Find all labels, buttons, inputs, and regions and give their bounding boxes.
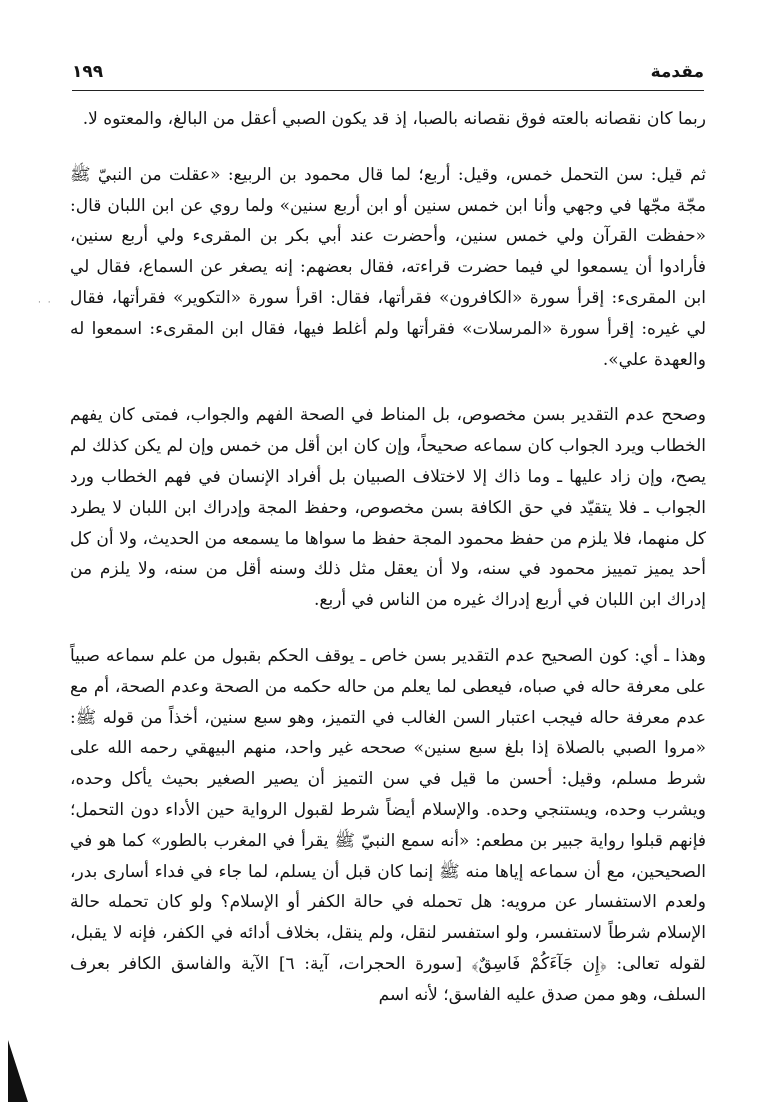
scan-edge-mark: [8, 1040, 28, 1102]
page-header: [72, 56, 704, 91]
running-header-title: مقدمة: [650, 62, 704, 82]
paragraph: وهذا ـ أي: كون الصحيح عدم التقدير بسن خاص ـ يوقف الحكم بقبول من علم سماعه صبياً على معرفة حاله في صباه، فيعطى لما يعلم من حاله حكمه من الصحة وعدم الصحة، أم مع عدم معرفة حاله فيجب اعتبار السن الغالب في التميز، وهو سبع سنين، أخذاً من قوله ﷺ: «مروا الصبي بالصلاة إذا بلغ سبع سنين» صححه غير واحد، منهم البيهقي رحمه الله على شرط مسلم، وقيل: أحسن ما قيل في سن التميز أن يصير الصغير بحيث يأكل وحده، ويشرب وحده، ويستنجي وحده. والإسلام أيضاً شرط لقبول الرواية حين الأداء دون التحمل؛ فإنهم قبلوا رواية جبير بن مطعم: «أنه سمع النبيّ ﷺ يقرأ في المغرب بالطور» كما هو في الصحيحين، مع أن سماعه إياها منه ﷺ إنما كان قبل أن يسلم، لما جاء في فداء أسارى بدر، ولعدم الاستفسار عن مرويه: هل تحمله في حالة الكفر أو الإسلام؟ ولو كان تحمله حالة الإسلام شرطاً لاستفسر، ولو استفسر لنقل، ولم ينقل، بخلاف أدائه في الكفر، فإنه لا يقبل، لقوله تعالى: ﴿إِن جَآءَكُمْ فَاسِقٌ﴾ [سورة الحجرات، آية: ٦] الآية والفاسق الكافر بعرف السلف، وهو ممن صدق عليه الفاسق؛ لأنه اسم: [70, 645, 706, 1005]
page-number: ١٩٩: [72, 62, 104, 82]
paragraph: ثم قيل: سن التحمل خمس، وقيل: أربع؛ لما قال محمود بن الربيع: «عقلت من النبيّ ﷺ مجّة مجّها في وجهي وأنا ابن خمس سنين أو ابن أربع سنين» ولما روي عن ابن اللبان قال: «حفظت القرآن ولي خمس سنين، وأحضرت عند أبي بكر بن المقرىء ولي أربع سنين، فأرادوا أن يسمعوا لي فيما حضرت قراءته، فقال بعضهم: إنه يصغر عن السماع، فقال لي ابن المقرىء: إقرأ سورة «الكافرون» فقرأتها، فقال: اقرأ سورة «التكوير» فقرأتها، فقال لي غيره: إقرأ سورة «المرسلات» فقرأتها ولم أغلط فيها، فقال ابن المقرىء: اسمعوا له والعهدة علي».: [70, 164, 706, 370]
main-text: [70, 104, 706, 1011]
scan-speck: · ·: [38, 298, 53, 308]
paragraph: ربما كان نقصانه بالعته فوق نقصانه بالصبا، إذ قد يكون الصبي أعقل من البالغ، والمعتوه لا.: [82, 109, 706, 129]
paragraph: وصحح عدم التقدير بسن مخصوص، بل المناط في الصحة الفهم والجواب، فمتى كان يفهم الخطاب ويرد الجواب كان سماعه صحيحاً، وإن كان ابن أقل من خمس وإن لم يكن كذلك لم يصح، وإن زاد عليها ـ وما ذاك إلا لاختلاف الصبيان بل أفراد الإنسان في فهم الخطاب ورد الجواب ـ فلا يتقيّد في حق الكافة بسن مخصوص، وحفظ المجة وإدراك ابن اللبان لا يطرد كل منهما، فلا يلزم من حفظ محمود المجة حفظ ما سواها ما يسمعه من الحديث، ولا أن كل أحد يميز تمييز محمود في سنه، ولا أن يعقل مثل ذلك وسنه أقل من سنه، ولا يلزم من إدراك ابن اللبان في أربع إدراك غيره من الناس في أربع.: [70, 405, 706, 611]
